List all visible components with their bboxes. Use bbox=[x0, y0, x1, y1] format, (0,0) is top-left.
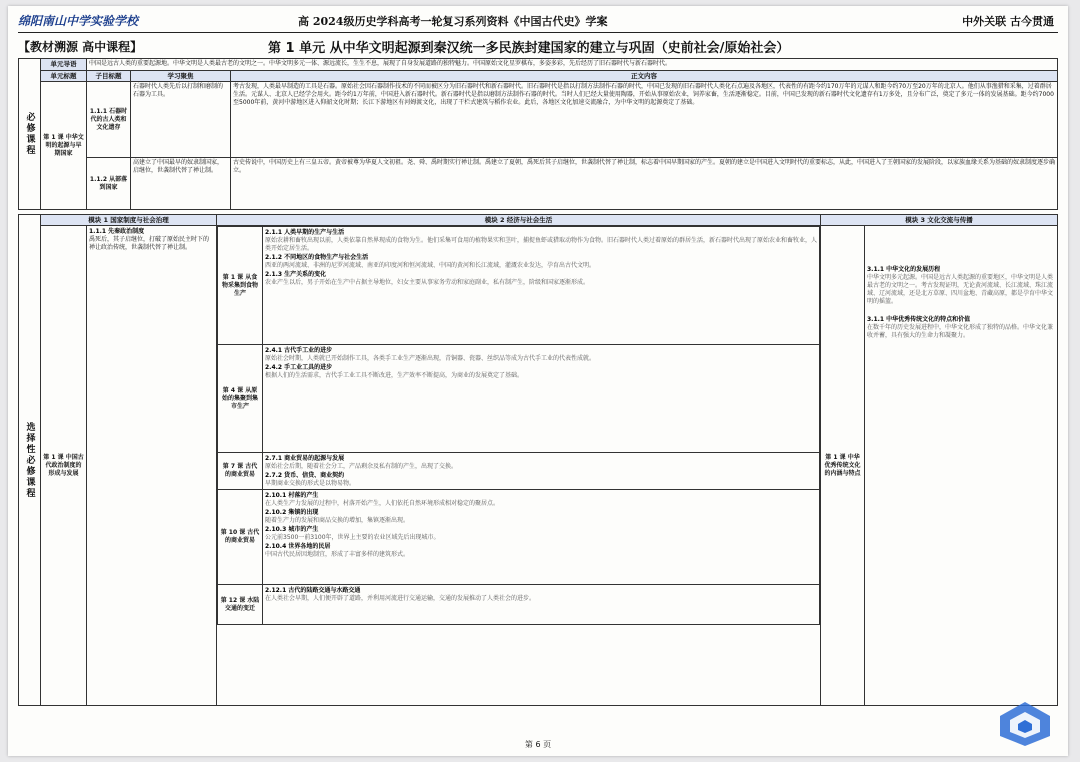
focus-1-1-2: 高建立了中国最早的奴隶制国家，启继位，世袭制代替了禅让制。 bbox=[131, 158, 231, 210]
module-1-head: 模块 1 国家制度与社会治理 bbox=[41, 215, 217, 226]
module-3-item-head: 3.1.1 中华优秀传统文化的特点和价值 bbox=[867, 316, 971, 323]
module-2-lesson-title: 第 1 课 从食物采集到食物生产 bbox=[218, 227, 263, 345]
page-number: 第 6 页 bbox=[524, 740, 552, 749]
module-2-item-head: 2.1.2 不同地区的食物生产与社会生活 bbox=[265, 254, 369, 261]
module-3-head: 模块 3 文化交流与传播 bbox=[821, 215, 1058, 226]
module-2-lesson-body bbox=[263, 490, 820, 585]
module-2-lessons bbox=[217, 226, 820, 625]
col-unit-title: 单元标题 bbox=[41, 71, 87, 82]
page-header bbox=[18, 10, 1058, 33]
module-2-lesson-title: 第 10 课 古代的商业贸易 bbox=[218, 490, 263, 585]
module-1-subsection: 1.1.1 先秦政治制度 bbox=[89, 228, 145, 235]
required-side-label: 必修课程 bbox=[19, 59, 41, 210]
col-subtitle: 子目标题 bbox=[87, 71, 131, 82]
col-focus: 学习聚焦 bbox=[131, 71, 231, 82]
module-2-item-text: 公元前3500一前3100年，世界上主要的农业区域先后出现城市。 bbox=[265, 534, 440, 541]
module-2-item-head: 2.10.4 世界各地的民居 bbox=[265, 543, 331, 550]
module-2-lesson-body bbox=[263, 227, 820, 345]
module-2-lesson-title: 第 7 课 古代的商业贸易 bbox=[218, 453, 263, 490]
col-content: 正文内容 bbox=[231, 71, 1058, 82]
module-2-lesson-title: 第 4 课 从原始的集聚到集市生产 bbox=[218, 345, 263, 453]
focus-1-1-1: 石器时代人类先后以打制和磨制的石器为工具。 bbox=[131, 82, 231, 158]
module-2-item-text: 早期商业交换的形式是以物易物。 bbox=[265, 480, 356, 487]
module-2-item-text: 西亚的两河流域、非洲的尼罗河流域、南亚的印度河和恒河流域、中国的黄河和长江流域，灌溉农业发达，孕育出古代文明。 bbox=[265, 262, 596, 269]
elective-course-table bbox=[18, 214, 1058, 706]
intro-label: 单元导语 bbox=[41, 59, 87, 71]
module-2-item-text: 中国古代民居因地制宜，形成了丰富多样的建筑形式。 bbox=[265, 551, 410, 558]
module-3-item-head: 3.1.1 中华文化的发展历程 bbox=[867, 266, 941, 273]
module-3-item-text: 中华文明多元起源。中国是远古人类起源的重要地区，中华文明是人类最古老的文明之一。考古发现证明，无论黄河流域、长江流域、珠江流域、辽河流域，还是北方草原、四川盆地、青藏高原，都是孕育中华文明的摇篮。 bbox=[867, 274, 1054, 305]
module-3-lesson: 第 1 课 中华优秀传统文化的内涵与特点 bbox=[821, 226, 865, 706]
subsection-1-1-2: 1.1.2 从部落到国家 bbox=[87, 158, 131, 210]
module-2-lesson-row bbox=[218, 227, 820, 345]
module-2-item-text: 随着生产力的发展和商品交换的增加，集镇逐渐出现。 bbox=[265, 517, 410, 524]
subsection-1-1-1: 1.1.1 石器时代的古人类和文化遗存 bbox=[87, 82, 131, 158]
module-2-item-head: 2.10.3 城市的产生 bbox=[265, 526, 319, 533]
module-2-item-text: 在人类社会早期，人们便开辟了道路，并利用河流进行交通运输，交通的发展推动了人类社会的进步。 bbox=[265, 595, 536, 602]
document-page bbox=[8, 6, 1068, 756]
module-2-lesson-body bbox=[263, 345, 820, 453]
module-1-lesson: 第 1 课 中国古代政治制度的形成与发展 bbox=[41, 226, 87, 706]
lesson-1-title: 第 1 课 中华文明的起源与早期国家 bbox=[41, 82, 87, 210]
module-2-content bbox=[217, 226, 821, 706]
module-2-item-text: 根据人们的生活需求，古代手工业工具不断改进，生产效率不断提高，为商业的发展奠定了基础。 bbox=[265, 372, 524, 379]
module-1-text: 禹死后，其子启继位，打破了原始民主时下的禅让政治传统，世袭制代替了禅让制。 bbox=[89, 236, 210, 251]
module-2-lesson-row bbox=[218, 585, 820, 625]
module-2-item-head: 2.1.3 生产关系的变化 bbox=[265, 271, 327, 278]
module-2-item-head: 2.7.2 货币、信贷、商业契约 bbox=[265, 472, 345, 479]
module-2-head: 模块 2 经济与社会生活 bbox=[217, 215, 821, 226]
watermark-logo-icon bbox=[994, 698, 1056, 748]
module-2-lesson-row bbox=[218, 490, 820, 585]
unit-bar bbox=[18, 36, 1058, 56]
module-2-item-head: 2.12.1 古代的陆路交通与水路交通 bbox=[265, 587, 361, 594]
elective-side-label: 选择性必修课程 bbox=[19, 215, 41, 706]
module-2-item-head: 2.4.2 手工业工具的进步 bbox=[265, 364, 333, 371]
module-1-content bbox=[87, 226, 217, 706]
document-title: 高 2024级历史学科高考一轮复习系列资料《中国古代史》学案 bbox=[298, 15, 608, 28]
module-2-item-text: 原始农耕和畜牧出现以前，人类依靠自然界现成的食物为生。他们采集可食用的植物果实和茎叶，捕捉鱼虾或猎取动物作为食物。旧石器时代人类过着原始的群居生活，新石器时代出现了原始农业和畜牧业，人类开始定居生活。 bbox=[265, 237, 818, 252]
module-2-lesson-body bbox=[263, 585, 820, 625]
module-2-lesson-row bbox=[218, 453, 820, 490]
module-2-item-head: 2.7.1 商业贸易的起源与发展 bbox=[265, 455, 345, 462]
source-label: 【教材溯源 高中课程】 bbox=[18, 40, 143, 54]
module-2-item-head: 2.10.2 集镇的出现 bbox=[265, 509, 319, 516]
module-2-lesson-title: 第 12 课 水陆交通的变迁 bbox=[218, 585, 263, 625]
module-2-item-text: 原始社会时期，人类就已开始制作工具，各类手工业生产逐渐出现，青铜器、瓷器、丝织品等成为古代手工业的代表性成就。 bbox=[265, 355, 596, 362]
module-3-item-text: 在数千年的历史发展进程中，中华文化形成了独特的品格。中华文化兼收并蓄，具有强大的生命力和凝聚力。 bbox=[867, 324, 1054, 339]
unit-title: 第 1 单元 从中华文明起源到秦汉统一多民族封建国家的建立与巩固（史前社会/原始社会） bbox=[268, 41, 790, 56]
module-2-item-head: 2.10.1 村落的产生 bbox=[265, 492, 319, 499]
module-2-item-text: 在人类生产力发展的过程中，村落开始产生，人们依托自然环境形成相对稳定的聚居点。 bbox=[265, 500, 500, 507]
intro-text: 中国是远古人类的重要起源地。中华文明是人类最古老的文明之一。中华文明多元一体、源远流长，生生不息，展现了自身发展道路的独特魅力。中国原始文化星罗棋布，多姿多彩，先后经历了旧石器时代与新石器时代。 bbox=[87, 59, 1058, 71]
module-2-item-head: 2.1.1 人类早期的生产与生活 bbox=[265, 229, 345, 236]
required-course-table bbox=[18, 58, 1058, 210]
module-2-lesson-body bbox=[263, 453, 820, 490]
module-2-lesson-row bbox=[218, 345, 820, 453]
module-2-item-text: 农业产生以后，男子开始在生产中占据主导地位，妇女主要从事家务劳动和家庭副业，私有制产生，阶级和国家逐渐形成。 bbox=[265, 279, 590, 286]
content-1-1-2: 古史传说中，中国历史上有三皇五帝。黄帝被尊为华夏人文初祖。尧、舜、禹时期实行禅让制。禹建立了夏朝，禹死后其子启继位，世袭制代替了禅让制，标志着中国早期国家的产生。夏朝的建立是中国进入文明时代的重要标志，从此，中国进入了王朝国家的发展阶段，以家族血缘关系为基础的奴隶制度逐步确立。 bbox=[231, 158, 1058, 210]
module-2-item-head: 2.4.1 古代手工业的进步 bbox=[265, 347, 333, 354]
school-name: 绵阳南山中学实验学校 bbox=[18, 14, 139, 28]
module-3-content bbox=[865, 226, 1058, 706]
module-2-item-text: 原始社会后期，随着社会分工，产品剩余及私有制的产生，出现了交换。 bbox=[265, 463, 458, 470]
content-1-1-1: 考古发现，人类最早制造的工具是石器。原始社会因石器制作技术的不同而被区分为旧石器时代和新石器时代。旧石器时代是指以打制方法制作石器的时代，中国已发现的旧石器时代人类化石点遍及各地区，代表性的有距今约170万年的元谋人和距今约70万至20万年的北京人。他们从事渔猎和采集，过着群居生活。元谋人、北京人已经学会用火。距今约1万年前，中国进入新石器时代。新石器时代是指以磨制方法制作石器的时代。当时人们已经大量使用陶器，开始从事原始农业，饲养家畜，生活逐渐稳定。目前，中国已发现的新石器时代文化遗存有1万多处，且分布广泛，奠定了多元一体的发展基础。距今约7000至5000年前，黄河中游地区进入仰韶文化时期；长江下游地区有河姆渡文化，出现了干栏式建筑与稻作农业。此后，各地区文化加速交流融合，为中华文明的起源奠定了基础。 bbox=[231, 82, 1058, 158]
header-tag: 中外关联 古今贯通 bbox=[962, 15, 1054, 28]
